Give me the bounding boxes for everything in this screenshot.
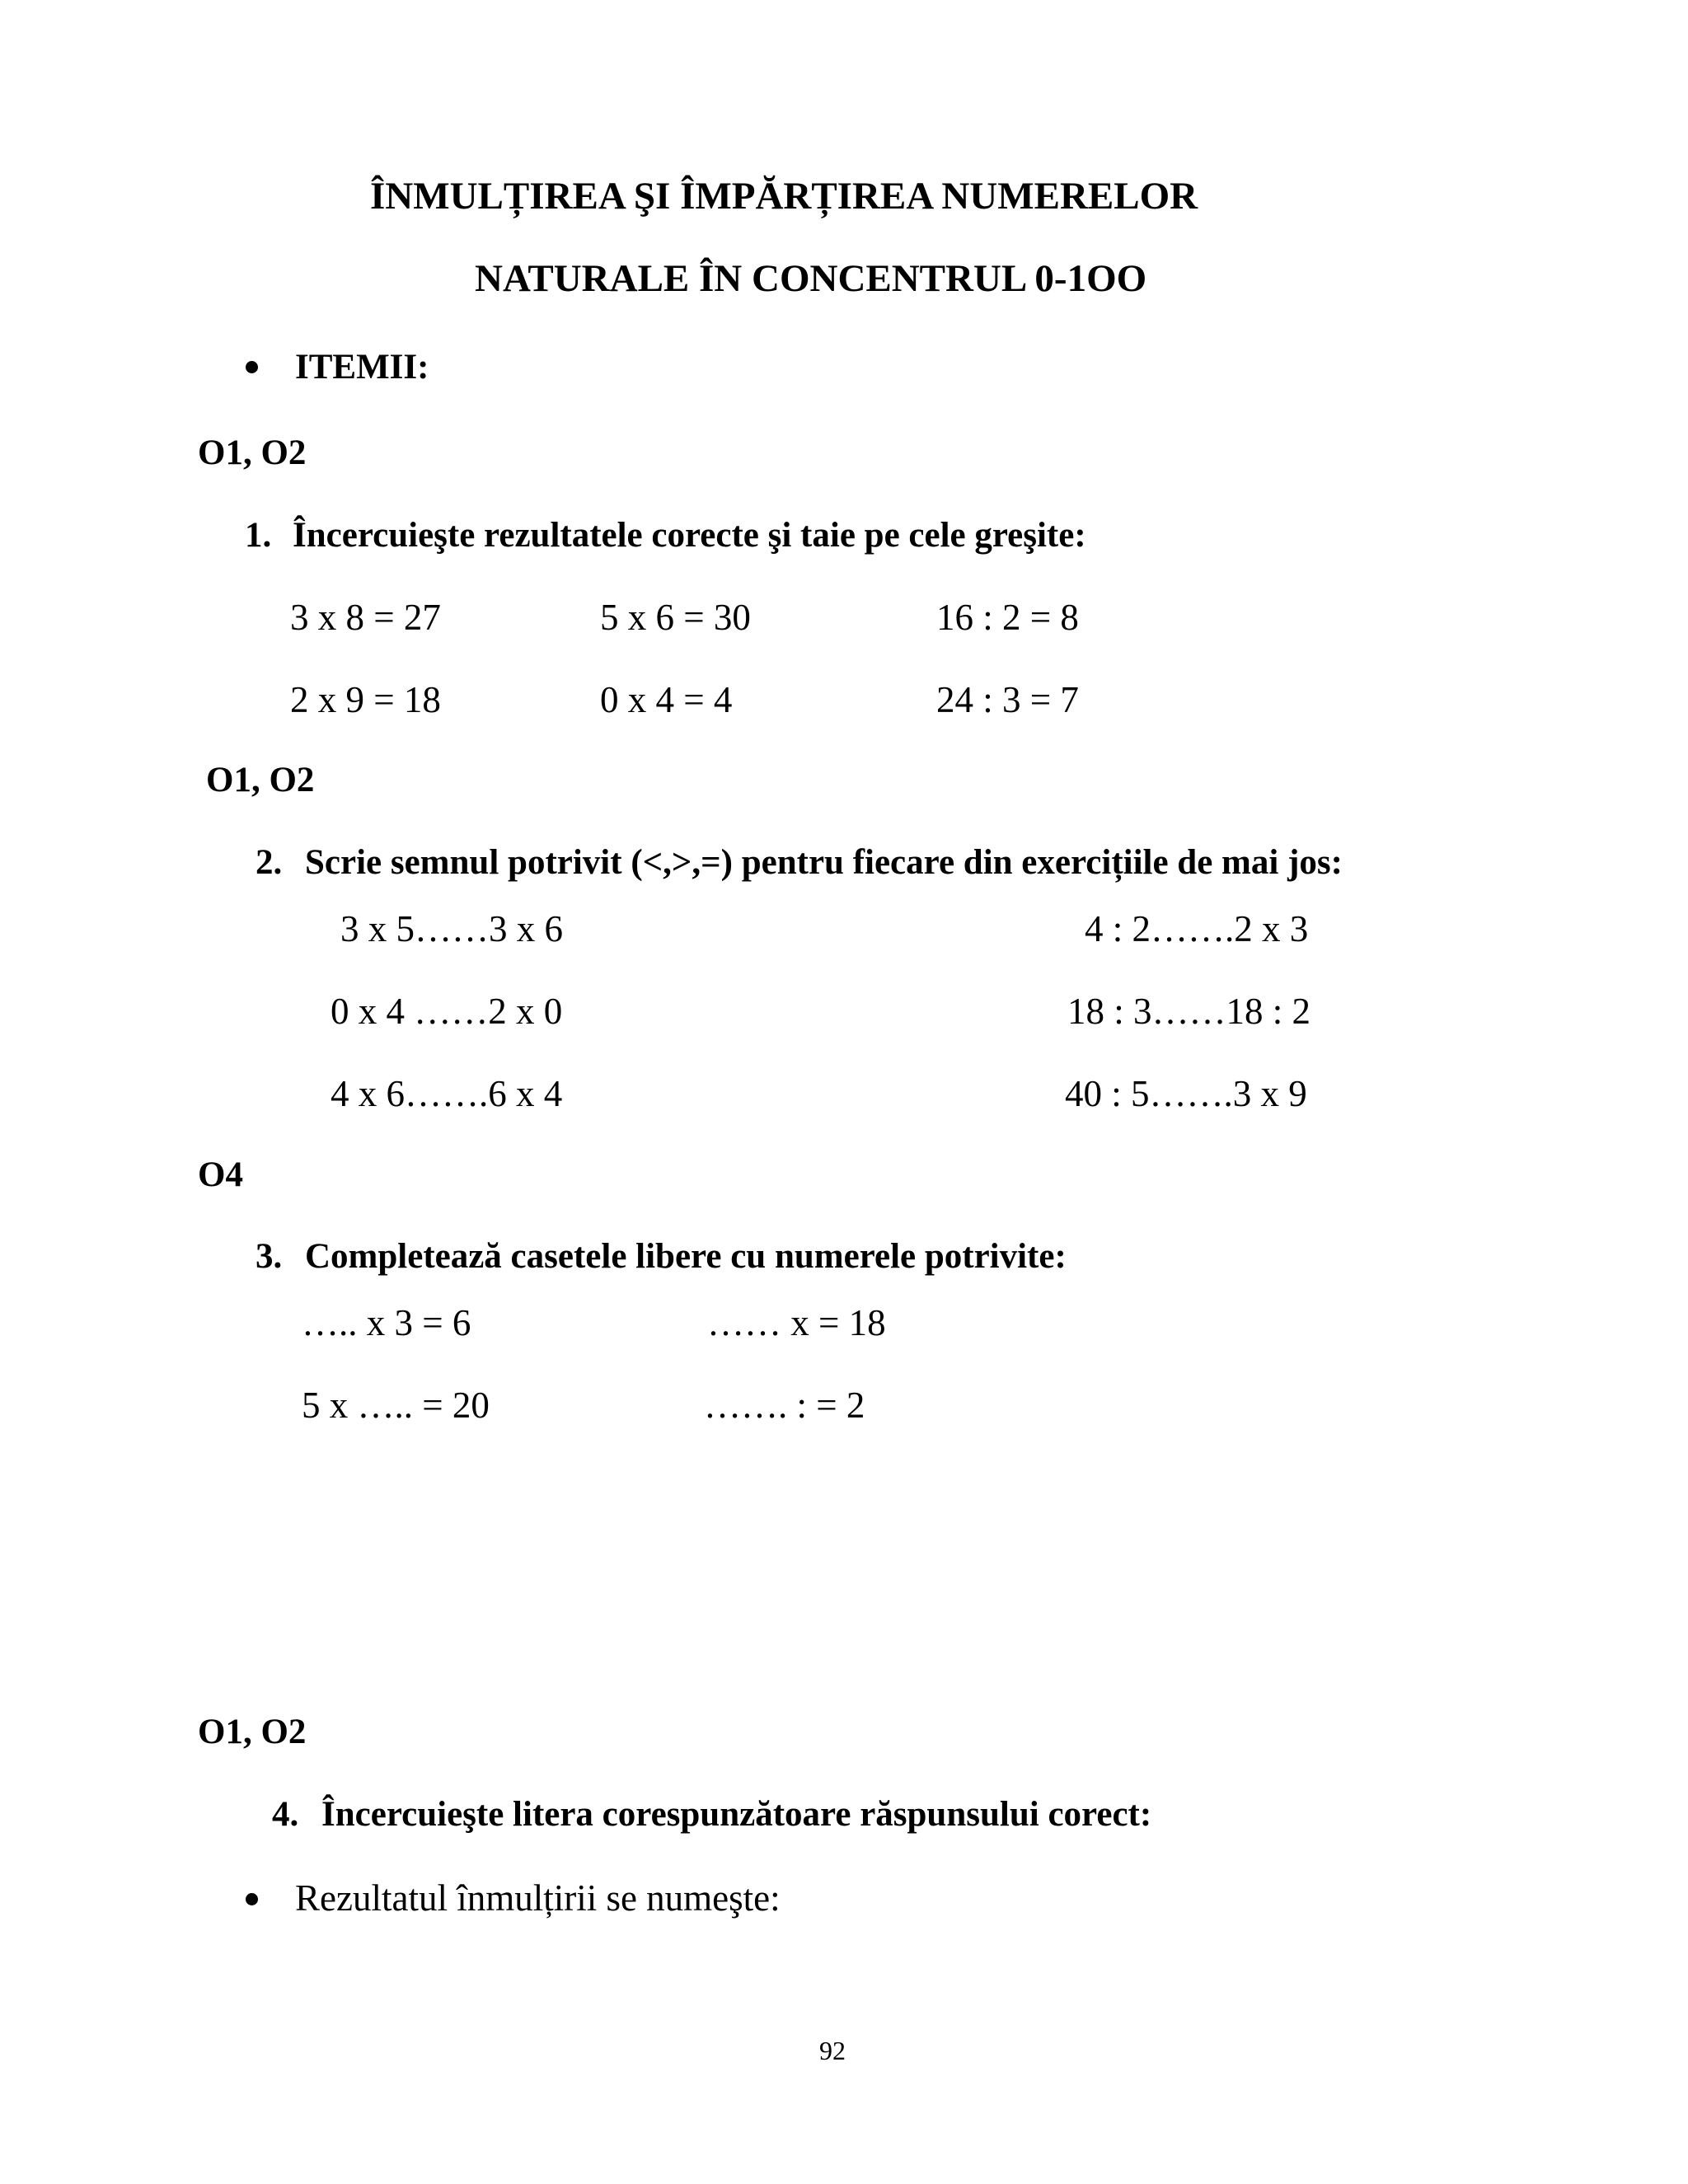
exercise: ….. x 3 = 6: [302, 1302, 471, 1343]
exercise: …… x = 18: [707, 1302, 886, 1343]
exercise: 3 x 5……3 x 6: [340, 908, 563, 949]
question-text: Încercuieşte litera corespunzătoare răspunsului corect:: [321, 1795, 1152, 1834]
exercise: ……. : = 2: [704, 1385, 865, 1426]
exercise: 4 x 6…….6 x 4: [331, 1073, 563, 1114]
question-text: Încercuieşte rezultatele corecte şi taie pe cele greşite:: [293, 516, 1086, 555]
objectives-label: O1, O2: [206, 761, 315, 799]
objectives-label: O1, O2: [198, 434, 307, 472]
exercise: 5 x ….. = 20: [302, 1385, 490, 1426]
question-number: 1.: [245, 516, 272, 555]
bullet-icon: [246, 1893, 258, 1905]
question-number: 4.: [272, 1795, 299, 1834]
exercise: 18 : 3……18 : 2: [1067, 991, 1311, 1032]
question-text: Scrie semnul potrivit (<,>,=) pentru fiecare din exercițiile de mai jos:: [305, 843, 1343, 882]
exercise: 0 x 4 ……2 x 0: [331, 991, 563, 1032]
title-line-1: ÎNMULȚIREA ŞI ÎMPĂRȚIREA NUMERELOR: [370, 175, 1198, 218]
exercise: 40 : 5…….3 x 9: [1065, 1073, 1307, 1114]
exercise: 3 x 8 = 27: [290, 597, 441, 638]
question-number: 3.: [256, 1237, 283, 1276]
bullet-icon: [246, 361, 258, 373]
page-number: 92: [819, 2036, 846, 2065]
exercise: 24 : 3 = 7: [936, 679, 1079, 720]
exercise: 2 x 9 = 18: [290, 679, 441, 720]
question-text: Completează casetele libere cu numerele potrivite:: [305, 1237, 1067, 1276]
exercise: 16 : 2 = 8: [936, 597, 1079, 638]
objectives-label: O4: [198, 1155, 243, 1194]
title-line-2: NATURALE ÎN CONCENTRUL 0-1OO: [475, 257, 1147, 300]
exercise: 5 x 6 = 30: [600, 597, 751, 638]
question-number: 2.: [256, 843, 283, 882]
objectives-label: O1, O2: [198, 1713, 307, 1751]
itemii-label: ITEMII:: [295, 348, 429, 387]
exercise: 4 : 2…….2 x 3: [1085, 908, 1309, 949]
exercise: 0 x 4 = 4: [600, 679, 733, 720]
bullet-item: Rezultatul înmulțirii se numeşte:: [295, 1877, 781, 1919]
